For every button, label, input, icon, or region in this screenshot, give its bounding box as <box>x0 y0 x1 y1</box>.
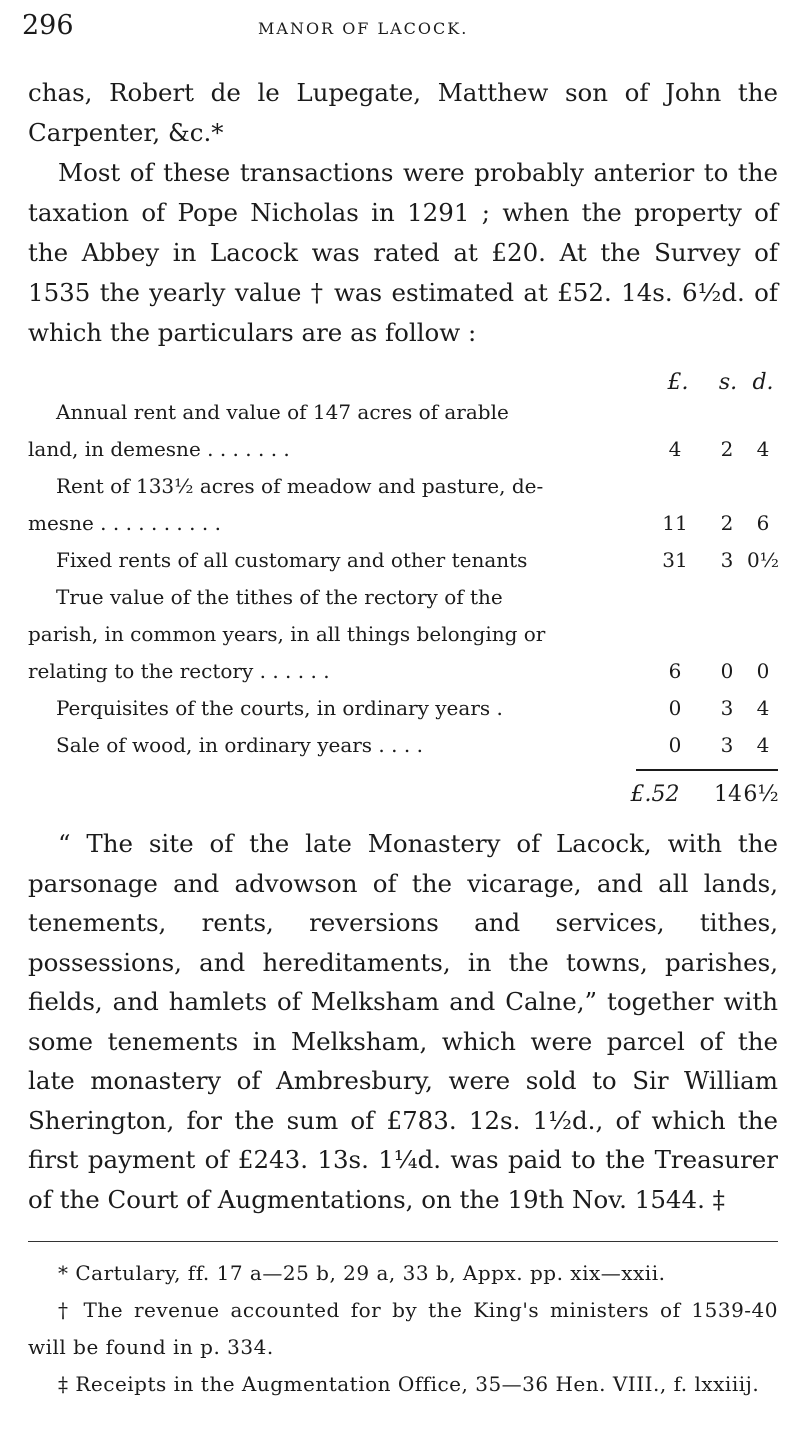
ledger-pence: 4 <box>756 696 770 720</box>
total-rule <box>636 769 778 771</box>
ledger-shillings: 3 <box>720 548 734 572</box>
ledger-pounds: 0 <box>668 696 682 720</box>
ledger-pounds: 11 <box>662 511 688 535</box>
opening-text <box>28 73 778 353</box>
ledger-pounds: 4 <box>668 437 682 461</box>
footnote-rule <box>28 1241 778 1242</box>
total-pounds: £.52 <box>630 782 680 807</box>
ledger-item <box>28 542 634 579</box>
ledger-item <box>28 690 634 727</box>
ledger-shillings: 2 <box>720 511 734 535</box>
footnotes <box>28 1255 778 1403</box>
ledger-pounds: 6 <box>668 659 682 683</box>
total-pence: 6½ <box>743 782 779 807</box>
ledger-item <box>28 468 634 542</box>
ledger-item-text: True value of the tithes of the rectory of the <box>56 585 503 609</box>
ledger-item <box>28 394 634 468</box>
footnote-receipts: ‡ Receipts in the Augmentation Office, 35—36 Hen. VIII., f. lxxiiij. <box>58 1372 760 1396</box>
closing-text <box>28 824 778 1219</box>
footnote-cartulary: * Cartulary, ff. 17 a—25 b, 29 a, 33 b, Appx. pp. xix—xxii. <box>58 1261 666 1285</box>
paragraph-survey: Most of these transactions were probably anterior to the taxation of Pope Nicholas in 1291 ; when the property of the Abbey in Lacock was rated at £20. At the Survey of 1535 the yearly value † was estimated at £52. 14s. 6½d. of which the particulars are as follow : <box>28 158 778 347</box>
ledger-pounds: 31 <box>662 548 688 572</box>
paragraph-site-sale: “ The site of the late Monastery of Lacock, with the parsonage and advowson of the vicarage, and all lands, tenements, rents, reversions and services, tithes, possessions, and hereditaments, in the towns, parishes, fields, and hamlets of Melksham and Calne,” together with some tenements in Melksham, which were parcel of the late monastery of Ambresbury, were sold to Sir William Sherington, for the sum of £783. 12s. 1½d., of which the first payment of £243. 13s. 1¼d. was paid to the Treasurer of the Court of Augmentations, on the 19th Nov. 1544. ‡ <box>28 829 778 1214</box>
ledger-pence: 0½ <box>746 548 780 572</box>
ledger-item-text: land, in demesne . . . . . . . <box>28 437 290 461</box>
ledger-item-text: Sale of wood, in ordinary years . . . . <box>56 733 423 757</box>
ledger-shillings: 0 <box>720 659 734 683</box>
ledger-pence: 0 <box>756 659 770 683</box>
ledger-shillings: 2 <box>720 437 734 461</box>
ledger-item-text: relating to the rectory . . . . . . <box>28 659 330 683</box>
ledger-item <box>28 727 634 764</box>
ledger-shillings: 3 <box>720 733 734 757</box>
column-head-pence: d. <box>752 370 774 395</box>
ledger-pence: 6 <box>756 511 770 535</box>
footnote-revenue: † The revenue accounted for by the King's ministers of 1539-40 will be found in p. 334. <box>28 1298 778 1359</box>
ledger-item-text: mesne . . . . . . . . . . <box>28 511 221 535</box>
column-head-pounds: £. <box>667 370 689 395</box>
ledger-item-text: parish, in common years, in all things belonging or <box>28 622 546 646</box>
ledger-item-text: Perquisites of the courts, in ordinary years . <box>56 696 503 720</box>
ledger-pence: 4 <box>756 733 770 757</box>
ledger-shillings: 3 <box>720 696 734 720</box>
ledger-item-text: Annual rent and value of 147 acres of arable <box>56 400 509 424</box>
paragraph-continuation: chas, Robert de le Lupegate, Matthew son of John the Carpenter, &c.* <box>28 78 778 147</box>
ledger-pounds: 0 <box>668 733 682 757</box>
ledger-item <box>28 579 634 690</box>
ledger-item-text: Fixed rents of all customary and other tenants <box>56 548 528 572</box>
column-head-shillings: s. <box>718 370 738 395</box>
ledger-item-text: Rent of 133½ acres of meadow and pasture, de- <box>56 474 544 498</box>
running-head: MANOR OF LACOCK. <box>258 19 469 38</box>
page-number: 296 <box>22 10 74 41</box>
total-shillings: 14 <box>714 782 742 807</box>
page-header <box>22 10 778 44</box>
ledger-pence: 4 <box>756 437 770 461</box>
